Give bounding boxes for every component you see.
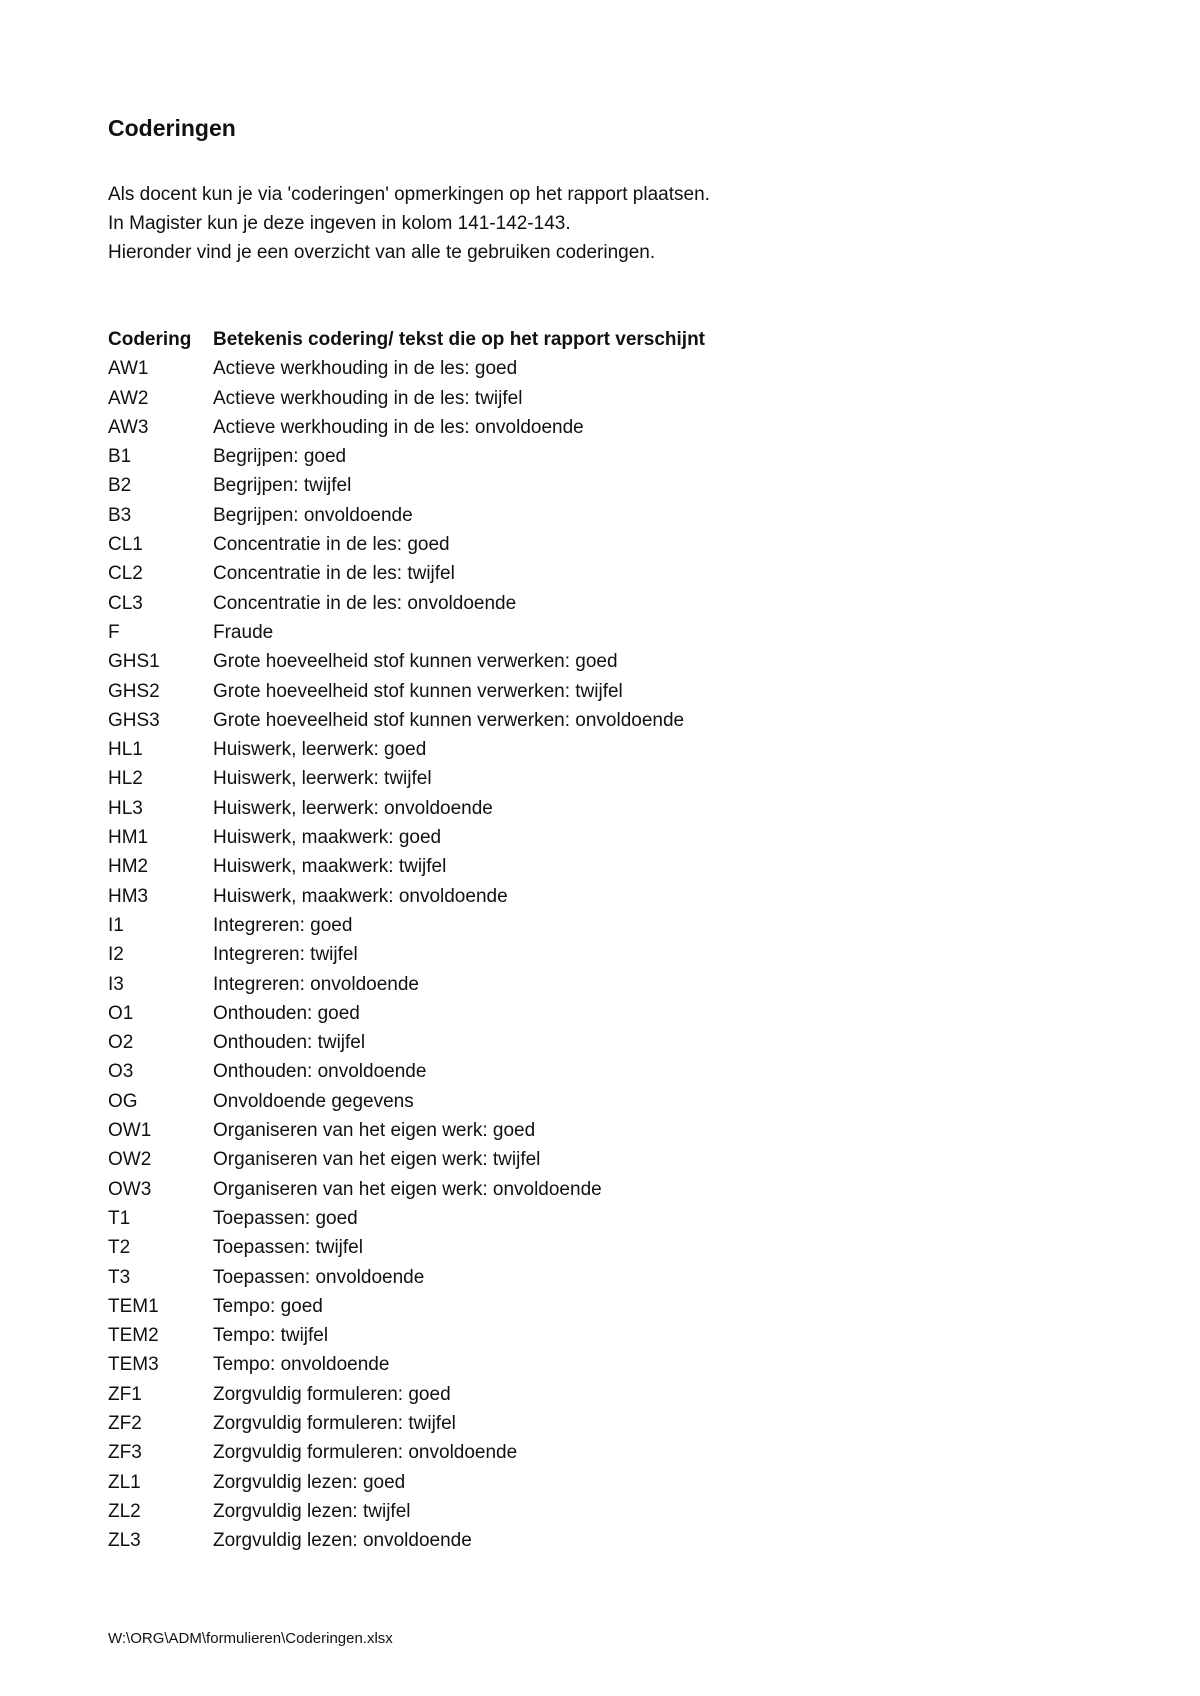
table-row (108, 999, 705, 1028)
meaning-cell: Huiswerk, leerwerk: onvoldoende (213, 797, 493, 819)
table-row (108, 1057, 705, 1086)
intro-line: Als docent kun je via 'coderingen' opmerkingen op het rapport plaatsen. (108, 184, 710, 205)
meaning-cell: Organiseren van het eigen werk: twijfel (213, 1149, 541, 1171)
table-row (108, 970, 705, 999)
code-cell: I1 (108, 914, 124, 936)
meaning-cell: Huiswerk, leerwerk: twijfel (213, 768, 432, 790)
table-header-row (108, 325, 705, 354)
codes-table (108, 325, 705, 1555)
code-cell: HM1 (108, 827, 149, 849)
code-cell: HL3 (108, 797, 143, 819)
meaning-cell: Zorgvuldig formuleren: twijfel (213, 1412, 456, 1434)
column-header-meaning: Betekenis codering/ tekst die op het rapport verschijnt (213, 329, 706, 350)
meaning-cell: Begrijpen: onvoldoende (213, 504, 413, 526)
code-cell: OG (108, 1090, 138, 1112)
meaning-cell: Begrijpen: twijfel (213, 475, 352, 497)
code-cell: T3 (108, 1266, 131, 1288)
table-row (108, 530, 705, 559)
meaning-cell: Toepassen: goed (213, 1207, 358, 1229)
table-row (108, 1087, 705, 1116)
meaning-cell: Onthouden: onvoldoende (213, 1061, 427, 1083)
code-cell: CL2 (108, 563, 143, 585)
meaning-cell: Huiswerk, maakwerk: onvoldoende (213, 885, 508, 907)
code-cell: GHS3 (108, 709, 160, 731)
meaning-cell: Concentratie in de les: goed (213, 534, 450, 556)
table-row (108, 413, 705, 442)
table-row (108, 1380, 705, 1409)
meaning-cell: Huiswerk, maakwerk: goed (213, 827, 442, 849)
code-cell: AW2 (108, 387, 149, 409)
table-row (108, 559, 705, 588)
meaning-cell: Begrijpen: goed (213, 446, 347, 468)
meaning-cell: Concentratie in de les: onvoldoende (213, 592, 517, 614)
table-row (108, 501, 705, 530)
meaning-cell: Organiseren van het eigen werk: goed (213, 1120, 536, 1142)
table-row (108, 442, 705, 471)
table-row (108, 1409, 705, 1438)
code-cell: ZL2 (108, 1500, 141, 1522)
table-row (108, 384, 705, 413)
meaning-cell: Zorgvuldig lezen: onvoldoende (213, 1530, 472, 1552)
intro-line: Hieronder vind je een overzicht van alle te gebruiken coderingen. (108, 242, 656, 263)
table-row (108, 1321, 705, 1350)
code-cell: I3 (108, 973, 124, 995)
table-row (108, 1497, 705, 1526)
meaning-cell: Tempo: onvoldoende (213, 1354, 390, 1376)
table-row (108, 1204, 705, 1233)
code-cell: AW3 (108, 416, 149, 438)
meaning-cell: Fraude (213, 621, 274, 643)
table-row (108, 1292, 705, 1321)
code-cell: CL1 (108, 534, 143, 556)
code-cell: I2 (108, 944, 124, 966)
table-row (108, 1263, 705, 1292)
meaning-cell: Toepassen: twijfel (213, 1237, 363, 1259)
code-cell: AW1 (108, 358, 149, 380)
code-cell: HL2 (108, 768, 143, 790)
meaning-cell: Integreren: goed (213, 914, 353, 936)
meaning-cell: Integreren: onvoldoende (213, 973, 419, 995)
meaning-cell: Tempo: goed (213, 1295, 323, 1317)
page-title: Coderingen (108, 115, 236, 141)
meaning-cell: Zorgvuldig lezen: goed (213, 1471, 406, 1493)
meaning-cell: Onthouden: twijfel (213, 1032, 366, 1054)
code-cell: HM2 (108, 856, 149, 878)
meaning-cell: Grote hoeveelheid stof kunnen verwerken: onvoldoende (213, 709, 685, 731)
meaning-cell: Onvoldoende gegevens (213, 1090, 414, 1112)
intro-text (108, 180, 710, 267)
table-row (108, 1145, 705, 1174)
code-cell: T2 (108, 1237, 131, 1259)
code-cell: B1 (108, 446, 132, 468)
code-cell: TEM1 (108, 1295, 159, 1317)
code-cell: TEM3 (108, 1354, 159, 1376)
table-row (108, 1116, 705, 1145)
table-row (108, 706, 705, 735)
meaning-cell: Toepassen: onvoldoende (213, 1266, 425, 1288)
table-row (108, 677, 705, 706)
meaning-cell: Huiswerk, maakwerk: twijfel (213, 856, 447, 878)
column-header-code: Codering (108, 329, 192, 350)
code-cell: O3 (108, 1061, 134, 1083)
table-row (108, 882, 705, 911)
meaning-cell: Huiswerk, leerwerk: goed (213, 739, 427, 761)
meaning-cell: Actieve werkhouding in de les: twijfel (213, 387, 523, 409)
code-cell: OW1 (108, 1120, 152, 1142)
table-row (108, 940, 705, 969)
table-row (108, 1175, 705, 1204)
code-cell: ZL3 (108, 1530, 141, 1552)
table-row (108, 618, 705, 647)
meaning-cell: Onthouden: goed (213, 1002, 360, 1024)
meaning-cell: Actieve werkhouding in de les: goed (213, 358, 518, 380)
meaning-cell: Grote hoeveelheid stof kunnen verwerken: twijfel (213, 680, 623, 702)
code-cell: GHS2 (108, 680, 160, 702)
meaning-cell: Actieve werkhouding in de les: onvoldoende (213, 416, 584, 438)
table-row (108, 354, 705, 383)
code-cell: TEM2 (108, 1325, 159, 1347)
code-cell: ZF1 (108, 1383, 142, 1405)
meaning-cell: Grote hoeveelheid stof kunnen verwerken: goed (213, 651, 618, 673)
meaning-cell: Organiseren van het eigen werk: onvoldoende (213, 1178, 602, 1200)
code-cell: F (108, 621, 120, 643)
code-cell: ZF2 (108, 1412, 142, 1434)
table-row (108, 471, 705, 500)
meaning-cell: Concentratie in de les: twijfel (213, 563, 455, 585)
meaning-cell: Zorgvuldig formuleren: onvoldoende (213, 1442, 518, 1464)
code-cell: ZF3 (108, 1442, 142, 1464)
file-path-footer: W:\ORG\ADM\formulieren\Coderingen.xlsx (108, 1630, 393, 1647)
table-row (108, 735, 705, 764)
table-row (108, 794, 705, 823)
code-cell: HM3 (108, 885, 149, 907)
table-row (108, 1438, 705, 1467)
meaning-cell: Tempo: twijfel (213, 1325, 329, 1347)
code-cell: CL3 (108, 592, 143, 614)
code-cell: OW2 (108, 1149, 152, 1171)
code-cell: B3 (108, 504, 132, 526)
codes-table-body (108, 354, 705, 1555)
intro-line: In Magister kun je deze ingeven in kolom 141-142-143. (108, 213, 571, 234)
table-row (108, 1350, 705, 1379)
code-cell: O1 (108, 1002, 134, 1024)
meaning-cell: Zorgvuldig formuleren: goed (213, 1383, 451, 1405)
meaning-cell: Integreren: twijfel (213, 944, 358, 966)
table-row (108, 764, 705, 793)
code-cell: HL1 (108, 739, 143, 761)
code-cell: T1 (108, 1207, 131, 1229)
table-row (108, 1468, 705, 1497)
table-row (108, 647, 705, 676)
code-cell: GHS1 (108, 651, 160, 673)
table-row (108, 823, 705, 852)
table-row (108, 852, 705, 881)
meaning-cell: Zorgvuldig lezen: twijfel (213, 1500, 411, 1522)
table-row (108, 1233, 705, 1262)
table-row (108, 911, 705, 940)
code-cell: B2 (108, 475, 132, 497)
code-cell: ZL1 (108, 1471, 141, 1493)
table-row (108, 1028, 705, 1057)
code-cell: O2 (108, 1032, 134, 1054)
code-cell: OW3 (108, 1178, 152, 1200)
table-row (108, 1526, 705, 1555)
table-row (108, 589, 705, 618)
